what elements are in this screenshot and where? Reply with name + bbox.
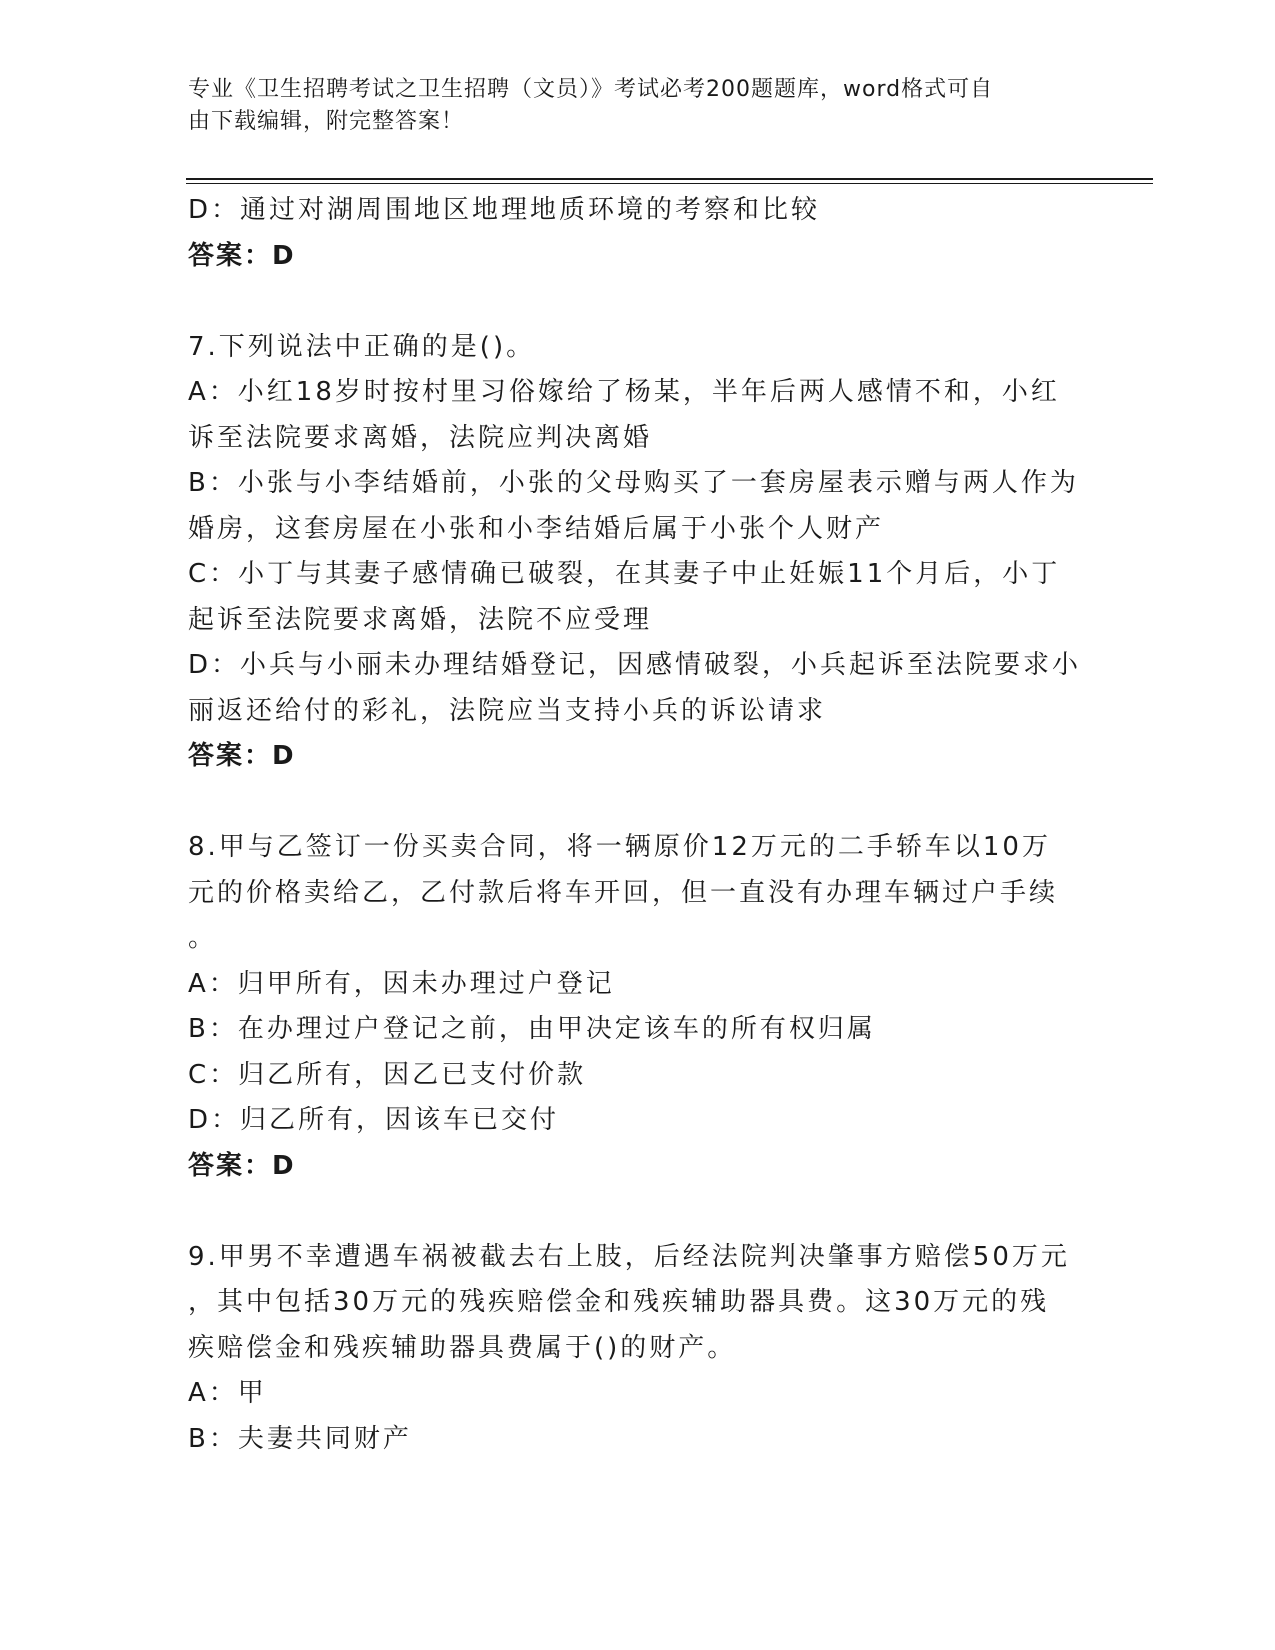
q6-option-d: D：通过对湖周围地区地理地质环境的考察和比较 <box>188 195 821 225</box>
q7-option-d-line-1: D：小兵与小丽未办理结婚登记，因感情破裂，小兵起诉至法院要求小 <box>188 650 1082 680</box>
header-line-1: 专业《卫生招聘考试之卫生招聘（文员）》考试必考200题题库，word格式可自 <box>188 77 994 102</box>
q8-stem-line-2: 元的价格卖给乙，乙付款后将车开回，但一直没有办理车辆过户手续 <box>188 877 1059 908</box>
q8-stem-line-1: 8.甲与乙签订一份买卖合同，将一辆原价12万元的二手轿车以10万 <box>188 832 1051 862</box>
q9-stem-line-3: 疾赔偿金和残疾辅助器具费属于()的财产。 <box>188 1332 737 1363</box>
q7-option-b-line-2: 婚房，这套房屋在小张和小李结婚后属于小张个人财产 <box>188 513 885 544</box>
question-9 <box>188 1235 1088 1463</box>
q9-stem-line-1: 9.甲男不幸遭遇车祸被截去右上肢，后经法院判决肇事方赔偿50万元 <box>188 1241 1070 1272</box>
q7-option-c-line-2: 起诉至法院要求离婚，法院不应受理 <box>188 604 653 635</box>
document-body <box>188 188 1088 1462</box>
q8-option-c: C：归乙所有，因乙已支付价款 <box>188 1059 587 1090</box>
header-divider-thin <box>186 183 1153 184</box>
header-divider-thick <box>186 178 1153 180</box>
q8-option-b: B：在办理过户登记之前，由甲决定该车的所有权归属 <box>188 1014 876 1044</box>
q7-answer: 答案：D <box>188 741 296 771</box>
question-8 <box>188 825 1088 1189</box>
q8-option-d: D：归乙所有，因该车已交付 <box>188 1105 560 1135</box>
q7-option-b-line-1: B：小张与小李结婚前，小张的父母购买了一套房屋表示赠与两人作为 <box>188 468 1079 498</box>
spacer <box>188 1189 1088 1235</box>
q9-stem-line-2: ，其中包括30万元的残疾赔偿金和残疾辅助器具费。这30万元的残 <box>188 1287 1050 1317</box>
q7-option-a-line-1: A：小红18岁时按村里习俗嫁给了杨某，半年后两人感情不和，小红 <box>188 377 1060 407</box>
q9-option-b: B：夫妻共同财产 <box>188 1423 412 1454</box>
spacer <box>188 780 1088 826</box>
q8-answer: 答案：D <box>188 1150 296 1181</box>
q6-answer: 答案：D <box>188 240 296 271</box>
q7-option-c-line-1: C：小丁与其妻子感情确已破裂，在其妻子中止妊娠11个月后，小丁 <box>188 559 1061 589</box>
q8-stem-line-3: 。 <box>188 923 218 953</box>
q7-option-d-line-2: 丽返还给付的彩礼，法院应当支持小兵的诉讼请求 <box>188 695 827 726</box>
document-header <box>188 74 1088 138</box>
q8-option-a: A：归甲所有，因未办理过户登记 <box>188 968 615 999</box>
question-6-tail <box>188 188 1088 279</box>
q7-option-a-line-2: 诉至法院要求离婚，法院应判决离婚 <box>188 422 653 453</box>
q9-option-a: A：甲 <box>188 1378 267 1408</box>
question-7 <box>188 325 1088 780</box>
spacer <box>188 279 1088 325</box>
q7-stem: 7.下列说法中正确的是()。 <box>188 331 536 362</box>
header-line-2: 由下载编辑，附完整答案！ <box>188 109 465 134</box>
